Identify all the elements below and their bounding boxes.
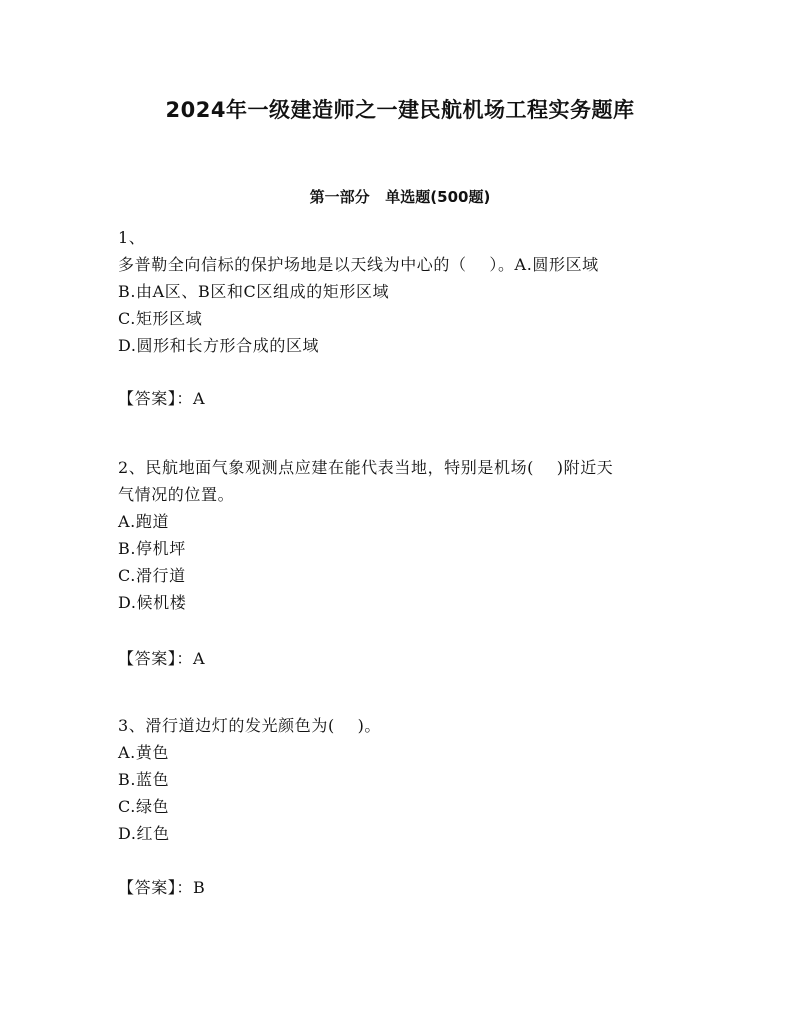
question-3-stem: 3、滑行道边灯的发光颜色为( )。 [118, 716, 382, 735]
question-3-option-b: B.蓝色 [118, 770, 170, 789]
question-3 [118, 712, 688, 847]
question-3-option-d: D.红色 [118, 824, 170, 843]
question-2 [118, 454, 688, 616]
section-title: 第一部分 单选题(500题) [309, 188, 491, 206]
question-1-number: 1、 [118, 228, 146, 247]
question-1-option-b: B.由A区、B区和C区组成的矩形区域 [118, 282, 390, 301]
question-1 [118, 224, 688, 359]
question-2-option-a: A.跑道 [118, 512, 170, 531]
question-1-option-c: C.矩形区域 [118, 309, 203, 328]
question-2-answer: 【答案】：A [118, 649, 206, 668]
question-2-stem-line-2: 气情况的位置。 [118, 485, 235, 504]
question-1-stem: 多普勒全向信标的保护场地是以天线为中心的（ ）。A.圆形区域 [118, 255, 599, 274]
question-2-stem-line-1: 2、民航地面气象观测点应建在能代表当地，特别是机场( )附近天 [118, 458, 614, 477]
question-1-option-d: D.圆形和长方形合成的区域 [118, 336, 320, 355]
question-3-option-a: A.黄色 [118, 743, 170, 762]
question-2-option-c: C.滑行道 [118, 566, 186, 585]
document-title: 2024年一级建造师之一建民航机场工程实务题库 [165, 98, 635, 122]
question-1-answer: 【答案】：A [118, 389, 206, 408]
question-2-option-d: D.候机楼 [118, 593, 187, 612]
question-3-answer: 【答案】：B [118, 878, 206, 897]
question-3-option-c: C.绿色 [118, 797, 170, 816]
question-2-option-b: B.停机坪 [118, 539, 186, 558]
